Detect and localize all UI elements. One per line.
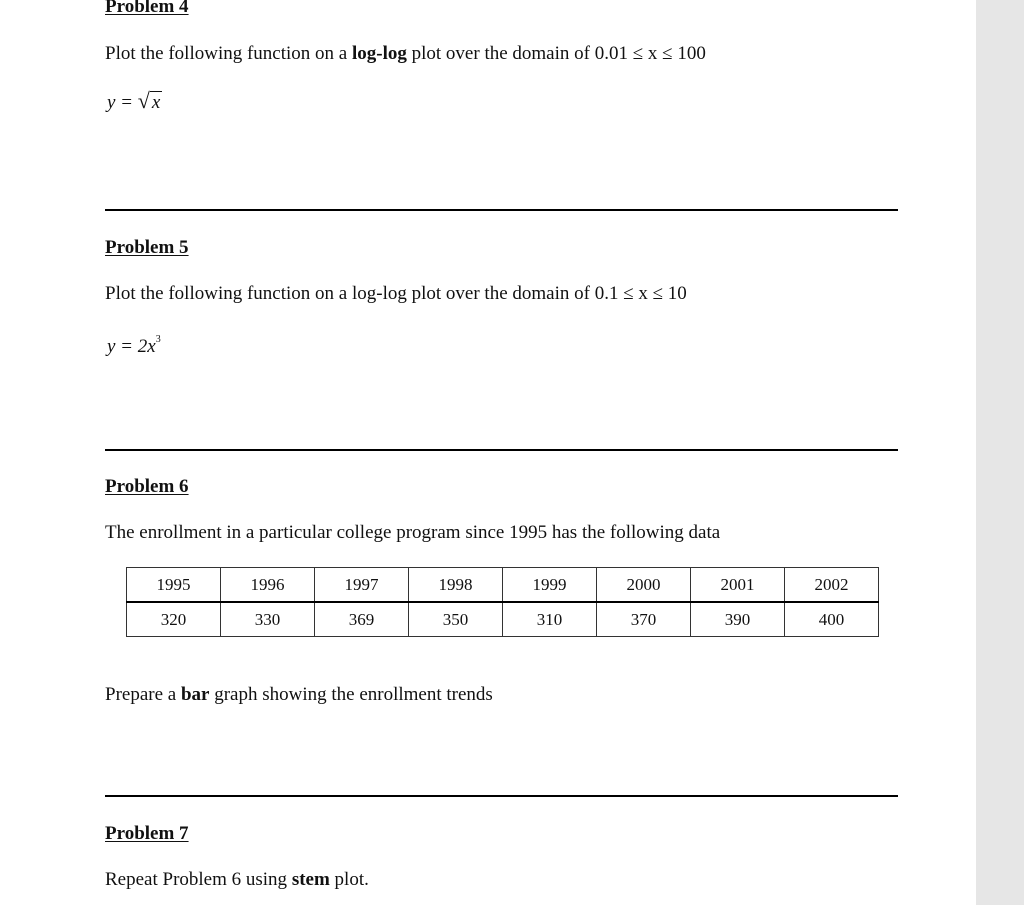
problem-5-heading: Problem 5 [105, 237, 189, 258]
side-panel [976, 0, 1024, 905]
year-cell: 1999 [503, 568, 597, 603]
problem-6-prep-before: Prepare a [105, 684, 181, 705]
problem-4-equation [107, 88, 162, 114]
problem-5-eq-lhs: y = 2 [107, 336, 148, 357]
year-cell: 2001 [691, 568, 785, 603]
problem-5-eq-exp: 3 [155, 334, 161, 345]
problem-5-eq-var: x [147, 336, 156, 357]
year-cell: 1996 [221, 568, 315, 603]
year-cell: 1995 [127, 568, 221, 603]
problem-6-prep-bold: bar [180, 684, 210, 705]
enrollment-cell: 370 [597, 602, 691, 637]
enrollment-cell: 400 [785, 602, 879, 637]
problem-7-heading: Problem 7 [105, 823, 189, 844]
sqrt-symbol: √ x [137, 88, 161, 113]
enrollment-cell: 330 [221, 602, 315, 637]
problem-5-text: Plot the following function on a log-log plot over the domain of 0.1 ≤ x ≤ 10 [105, 283, 687, 304]
divider-2 [105, 449, 898, 451]
problem-6-instruction [105, 684, 493, 706]
year-cell: 2000 [597, 568, 691, 603]
enrollment-cell: 390 [691, 602, 785, 637]
year-cell: 1997 [315, 568, 409, 603]
problem-6-heading: Problem 6 [105, 476, 189, 497]
table-row [127, 602, 879, 637]
year-cell: 2002 [785, 568, 879, 603]
problem-4-eq-lhs: y = [107, 92, 138, 113]
problem-7-text-before: Repeat Problem 6 using [105, 869, 292, 890]
enrollment-cell: 310 [503, 602, 597, 637]
enrollment-cell: 320 [127, 602, 221, 637]
problem-6-prep-after: graph showing the enrollment trends [209, 684, 493, 705]
problem-7-text [105, 869, 369, 891]
problem-4-eq-var: x [151, 92, 161, 113]
table-header-row [127, 568, 879, 603]
problem-4-text-before: Plot the following function on a [105, 43, 352, 64]
problem-4-text-bold: log-log [351, 43, 407, 64]
year-cell: 1998 [409, 568, 503, 603]
divider-1 [105, 209, 898, 211]
enrollment-cell: 350 [409, 602, 503, 637]
problem-7-text-bold: stem [291, 869, 330, 890]
problem-4-text-after: plot over the domain of 0.01 ≤ x ≤ 100 [406, 43, 706, 64]
problem-4-text [105, 43, 706, 65]
problem-6-text: The enrollment in a particular college program since 1995 has the following data [105, 522, 721, 543]
enrollment-table [126, 567, 879, 637]
problem-4-heading: Problem 4 [105, 0, 189, 17]
problem-7-text-after: plot. [329, 869, 369, 890]
problem-5-equation [107, 334, 161, 358]
divider-3 [105, 795, 898, 797]
enrollment-cell: 369 [315, 602, 409, 637]
